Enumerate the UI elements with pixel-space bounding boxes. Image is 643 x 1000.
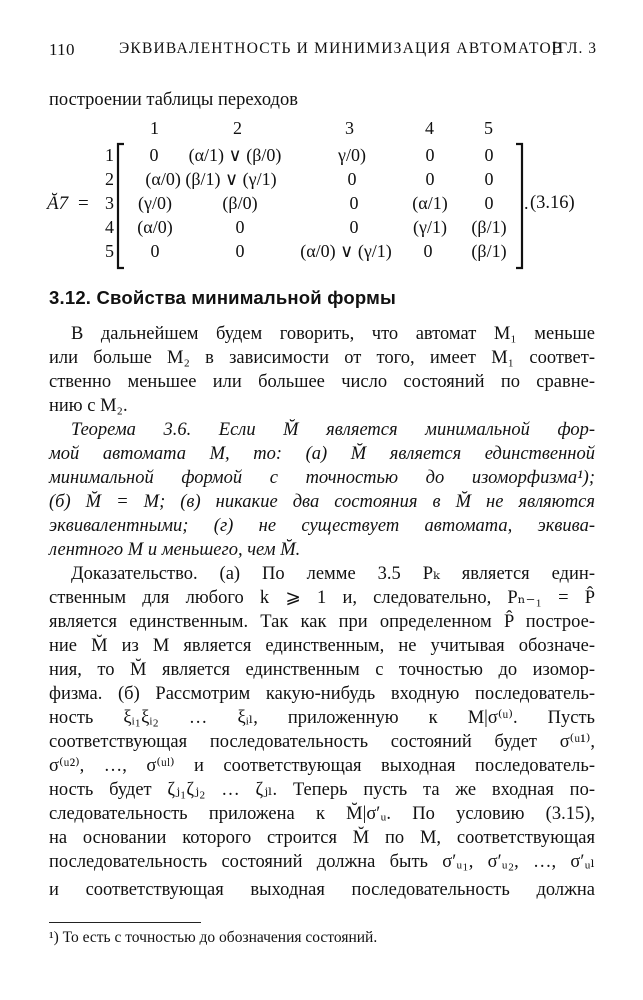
matrix-cell: 0	[349, 193, 359, 213]
running-header	[49, 40, 597, 62]
text-line: В дальнейшем будем говорить, что автомат M₁ меньше	[71, 324, 595, 344]
text-line: мой автомата M, то: (а) M̆ является единственной	[49, 444, 595, 464]
matrix-cell: (α/1)	[412, 193, 448, 213]
matrix-cell: (γ/0)	[138, 193, 172, 213]
intro-line: построении таблицы переходов	[49, 90, 298, 110]
text-line: ственно меньшее или большее число состояний по сравне-	[49, 372, 595, 392]
matrix-cell: 0	[484, 193, 494, 213]
footnote: ¹) То есть с точностью до обозначения состояний.	[49, 929, 378, 946]
column-header: 4	[425, 118, 434, 138]
matrix-cell: 0	[347, 169, 357, 189]
matrix-cell: 0	[235, 217, 245, 237]
text-line: является единственным. Так как при определенном P̂ построе-	[49, 612, 595, 632]
left-bracket	[118, 144, 124, 268]
text-line: ственным для любого k ⩾ 1 и, следовательно, Pₙ₋₁ = P̂	[49, 588, 595, 608]
column-header: 3	[345, 118, 354, 138]
matrix-cell: 0	[425, 169, 435, 189]
text-line: ния, то M̆ является единственным с точностью до изомор-	[49, 660, 595, 680]
row-header: 4	[105, 217, 114, 237]
page-number: 110	[49, 40, 75, 59]
text-line: нию с M₂.	[49, 396, 128, 416]
matrix-cell: 0	[423, 241, 433, 261]
matrix-cell: (β/1)	[471, 241, 507, 261]
right-bracket	[516, 144, 522, 268]
matrix-equals: =	[78, 193, 89, 214]
text-line: или больше M₂ в зависимости от того, имеет M₁ соответ-	[49, 348, 595, 368]
matrix-cell: 0	[150, 241, 160, 261]
footnote-rule	[49, 922, 201, 923]
matrix-cell: (α/1) ∨ (β/0)	[188, 145, 282, 165]
running-title: ЭКВИВАЛЕНТНОСТЬ И МИНИМИЗАЦИЯ АВТОМАТОВ	[119, 40, 564, 57]
text-line: и соответствующая выходная последовательность должна	[49, 880, 595, 900]
text-line: ность ξᵢ₁ξᵢ₂ … ξᵢₗ, приложенную к M|σ⁽ᵘ⁾. Пусть	[49, 708, 595, 728]
column-header: 5	[484, 118, 493, 138]
text-line: лентного M и меньшего, чем M̆.	[49, 540, 301, 560]
matrix-cell: 0	[425, 145, 435, 165]
text-line: эквивалентными; (г) не существует автомата, эквива-	[49, 516, 595, 536]
column-header: 1	[150, 118, 159, 138]
text-line: следовательность приложена к M̆|σ′ᵤ. По условию (3.15),	[49, 804, 595, 824]
matrix-cell: 0	[149, 145, 159, 165]
text-line: (б) M̆ = M; (в) никакие два состояния в M̆ не являются	[49, 492, 595, 512]
text-line: Теорема 3.6. Если M̆ является минимальной фор-	[71, 420, 595, 440]
text-line: ние M̆ из M является единственным, не учитывая обозначе-	[49, 636, 595, 656]
matrix-cell: (γ/1)	[413, 217, 447, 237]
matrix-cell: (α/0) (β/1) ∨ (γ/1)	[145, 169, 277, 189]
matrix-cell: 0	[349, 217, 359, 237]
text-line: σ⁽ᵘ²⁾, …, σ⁽ᵘˡ⁾ и соответствующая выходная последователь-	[49, 756, 595, 776]
matrix-cell: 0	[484, 145, 494, 165]
text-line: Доказательство. (а) По лемме 3.5 Pₖ является един-	[71, 564, 595, 584]
text-line: соответствующая последовательность состояний будет σ⁽ᵘ¹⁾,	[49, 732, 595, 752]
equation-number: (3.16)	[530, 193, 575, 213]
row-header: 1	[105, 145, 114, 165]
text-line: минимальной формой с точностью до изоморфизма¹);	[49, 468, 595, 488]
matrix-cell: 0	[235, 241, 245, 261]
matrix-cell: γ/0)	[338, 145, 366, 165]
matrix-cell: (β/1)	[471, 217, 507, 237]
text-line: на основании которого строится M̆ по M, соответствующая	[49, 828, 595, 848]
chapter-label: [ГЛ. 3	[552, 40, 597, 57]
matrix-trailing-period: .	[524, 193, 529, 213]
matrix-cell: (α/0)	[137, 217, 173, 237]
row-header: 2	[105, 169, 114, 189]
row-header: 3	[105, 193, 114, 213]
row-header: 5	[105, 241, 114, 261]
text-line: ность будет ζⱼ₁ζⱼ₂ … ζⱼₗ. Теперь пусть та же входная по-	[49, 780, 595, 800]
text-line: физма. (б) Рассмотрим какую-нибудь входную последователь-	[49, 684, 595, 704]
matrix-lhs: Ă7	[47, 193, 69, 214]
matrix-cell: (α/0) ∨ (γ/1)	[300, 241, 392, 261]
section-title: 3.12. Свойства минимальной формы	[49, 287, 396, 308]
matrix-cell: (β/0)	[222, 193, 258, 213]
column-header: 2	[233, 118, 242, 138]
text-line: последовательность состояний должна быть σ′ᵤ₁, σ′ᵤ₂, …, σ′ᵤₗ	[49, 852, 595, 872]
matrix-cell: 0	[484, 169, 494, 189]
